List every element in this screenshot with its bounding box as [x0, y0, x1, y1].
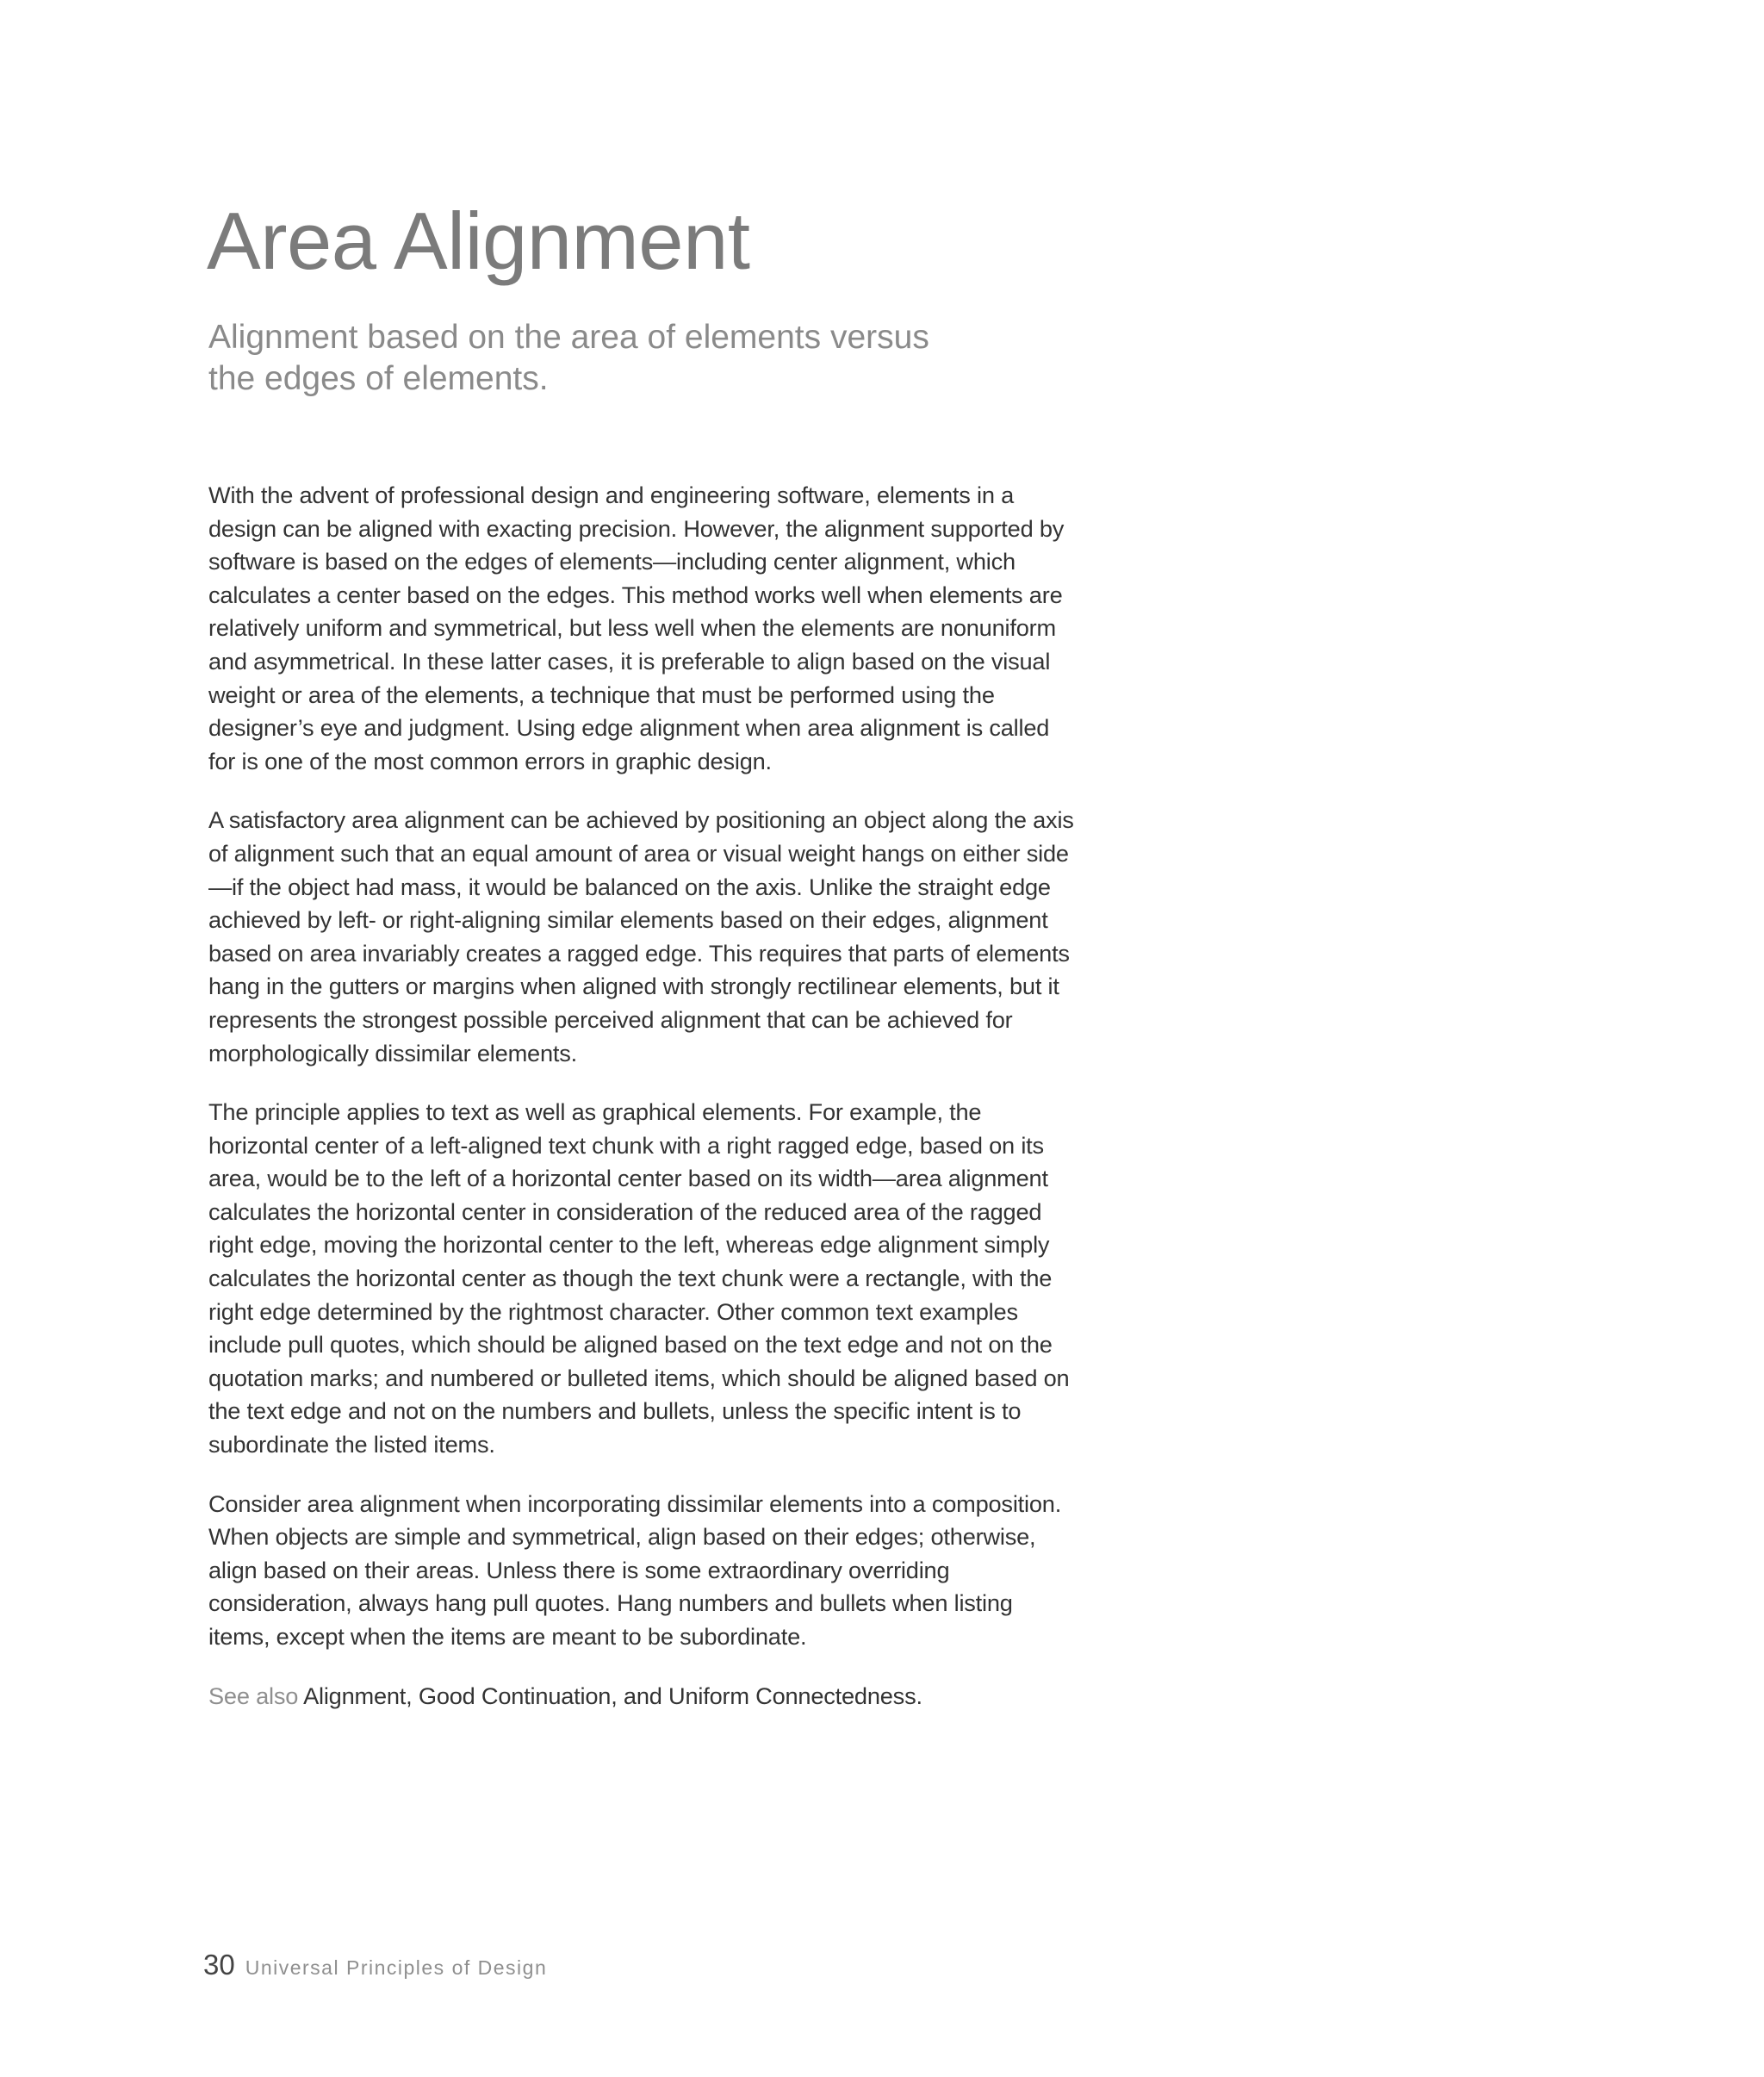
page-title: Area Alignment [207, 196, 750, 286]
page-number: 30 [203, 1949, 235, 1981]
see-also-label: See also [208, 1682, 299, 1709]
body-text [208, 479, 1074, 1738]
body-paragraph: Consider area alignment when incorporating dissimilar elements into a composition. When objects are simple and symmetrical, align based on their edges; otherwise, align based on their areas. Unless there is some extraordinary overriding consideration, always hang pull quotes. Hang numbers and bullets when listing items, except when the items are meant to be subordinate. [208, 1489, 1062, 1650]
book-title: Universal Principles of Design [245, 1956, 548, 1979]
page-subtitle: Alignment based on the area of elements versus the edges of elements. [208, 319, 929, 397]
see-also [208, 1680, 1074, 1713]
see-also-references: Alignment, Good Continuation, and Uniform Connectedness. [303, 1682, 922, 1709]
page-footer [203, 1949, 547, 1981]
body-paragraph: With the advent of professional design and engineering software, elements in a design can be aligned with exacting precision. However, the alignment supported by software is based on the edges of elements—including center alignment, which calculates a center based on the edges. This method works well when elements are relatively uniform and symmetrical, but less well when the elements are nonuniform and asymmetrical. In these latter cases, it is preferable to align based on the visual weight or area of the elements, a technique that must be performed using the designer’s eye and judgment. Using edge alignment when area alignment is called for is one of the most common errors in graphic design. [208, 482, 1065, 774]
body-paragraph: A satisfactory area alignment can be achieved by positioning an object along the axis of alignment such that an equal amount of area or visual weight hangs on either side—if the object had mass, it would be balanced on the axis. Unlike the straight edge achieved by left- or right-aligning similar elements based on their edges, alignment based on area invariably creates a ragged edge. This requires that parts of elements hang in the gutters or margins when aligned with strongly rectilinear elements, but it represents the strongest possible perceived alignment that can be achieved for morphologically dissimilar elements. [208, 806, 1074, 1066]
body-paragraph: The principle applies to text as well as graphical elements. For example, the horizontal center of a left-aligned text chunk with a right ragged edge, based on its area, would be to the left of a horizontal center based on its width—area alignment calculates the horizontal center in consideration of the reduced area of the ragged right edge, moving the horizontal center to the left, whereas edge alignment simply calculates the horizontal center as though the text chunk were a rectangle, with the right edge determined by the rightmost character. Other common text examples include pull quotes, which should be aligned based on the text edge and not on the quotation marks; and numbered or bulleted items, which should be aligned based on the text edge and not on the numbers and bullets, unless the specific intent is to subordinate the listed items. [208, 1098, 1070, 1458]
